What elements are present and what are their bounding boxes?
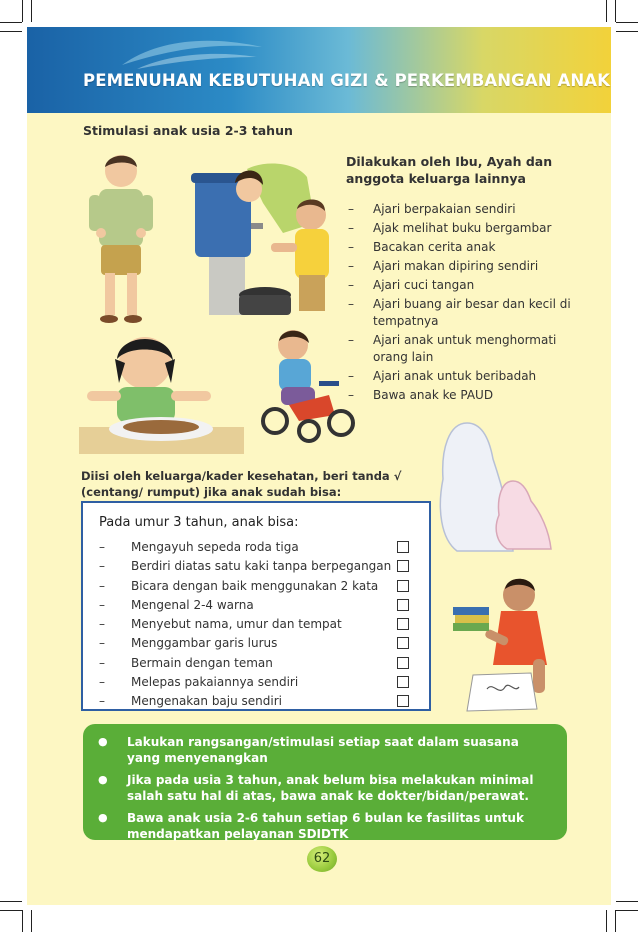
checkbox[interactable]	[397, 676, 409, 688]
checklist-item-label: Mengayuh sepeda roda tiga	[131, 540, 299, 554]
checkbox[interactable]	[397, 599, 409, 611]
tips-box	[83, 724, 567, 840]
page-number: 62	[307, 846, 337, 872]
checklist-item	[95, 616, 415, 635]
crop-mark	[616, 910, 638, 911]
checkbox[interactable]	[397, 618, 409, 630]
crop-mark	[615, 910, 616, 932]
checklist-item	[95, 539, 415, 558]
checklist-item-label: Mengenal 2-4 warna	[131, 597, 254, 612]
bullet-dash: –	[99, 655, 105, 670]
list-item: – Ajari anak untuk menghormati orang lain	[346, 332, 576, 366]
list-item: – Ajari berpakaian sendiri	[346, 201, 576, 218]
crop-mark	[606, 910, 607, 932]
checkbox[interactable]	[397, 637, 409, 649]
praying-figures-illustration	[427, 419, 557, 559]
checklist-item	[95, 655, 415, 674]
checklist-item-label: Menyebut nama, umur dan tempat	[131, 617, 342, 632]
bullet-dash: –	[99, 559, 105, 574]
crop-mark	[616, 31, 638, 32]
list-item: – Ajari cuci tangan	[346, 277, 576, 294]
crop-mark	[616, 901, 638, 902]
list-item: – Ajak melihat buku bergambar	[346, 220, 576, 237]
page-title: PEMENUHAN KEBUTUHAN GIZI & PERKEMBANGAN ANAK	[83, 71, 610, 90]
list-item: – Bacakan cerita anak	[346, 239, 576, 256]
tricycle-illustration	[259, 325, 354, 445]
crop-mark	[31, 910, 32, 932]
activities-list	[346, 201, 576, 406]
handwashing-illustration	[187, 163, 347, 323]
list-item: – Ajari buang air besar dan kecil di tempatnya	[346, 296, 576, 330]
checklist-item-label: Bicara dengan baik menggunakan 2 kata	[131, 578, 379, 593]
girl-eating-illustration	[79, 329, 244, 454]
bullet-dash: –	[99, 675, 105, 690]
header-banner	[27, 27, 611, 113]
section-subtitle: Stimulasi anak usia 2-3 tahun	[83, 123, 293, 138]
checkbox[interactable]	[397, 695, 409, 707]
tip-item: ● Jika pada usia 3 tahun, anak belum bisa melakukan minimal salah satu hal di atas, bawa anak ke dokter/bidan/perawat.	[83, 772, 555, 804]
page	[27, 27, 611, 905]
bullet-dash: –	[99, 617, 105, 632]
crop-mark	[616, 22, 638, 23]
crop-mark	[615, 0, 616, 22]
checklist-item	[95, 597, 415, 616]
tip-item: ● Bawa anak usia 2-6 tahun setiap 6 bulan ke fasilitas untuk mendapatkan pelayanan SDIDTK	[83, 810, 555, 842]
crop-mark	[0, 901, 22, 902]
checklist-item-label: Berdiri diatas satu kaki tanpa berpegangan	[131, 559, 392, 574]
tip-item: ● Lakukan rangsangan/stimulasi setiap saat dalam suasana yang menyenangkan	[83, 734, 555, 766]
crop-mark	[31, 0, 32, 22]
checklist-title: Pada umur 3 tahun, anak bisa:	[99, 515, 299, 530]
checklist-item	[95, 693, 415, 712]
crop-mark	[0, 31, 22, 32]
checklist-item-label: Mengenakan baju sendiri	[131, 694, 282, 709]
crop-mark	[22, 910, 23, 932]
checklist-item	[95, 578, 415, 597]
checkbox[interactable]	[397, 560, 409, 572]
crop-mark	[0, 910, 22, 911]
checkbox[interactable]	[397, 541, 409, 553]
crop-mark	[0, 22, 22, 23]
bullet-dash: –	[99, 597, 105, 612]
boy-dressing-illustration	[79, 149, 164, 329]
checklist-item-label: Menggambar garis lurus	[131, 636, 278, 651]
bullet-dash: –	[99, 540, 105, 554]
tips-list	[83, 724, 567, 842]
checklist	[95, 539, 415, 713]
checklist-item	[95, 674, 415, 693]
checklist-item-label: Bermain dengan teman	[131, 655, 273, 670]
child-drawing-illustration	[453, 573, 558, 713]
checklist-item	[95, 635, 415, 654]
checkbox[interactable]	[397, 580, 409, 592]
activities-title: Dilakukan oleh Ibu, Ayah dan anggota keluarga lainnya	[346, 154, 553, 186]
crop-mark	[22, 0, 23, 22]
list-item: – Ajari anak untuk beribadah	[346, 368, 576, 385]
bullet-dash: –	[99, 694, 105, 709]
swoosh-logo-icon	[117, 35, 267, 75]
crop-mark	[606, 0, 607, 22]
checklist-item	[95, 558, 415, 577]
checkbox[interactable]	[397, 657, 409, 669]
list-item: – Bawa anak ke PAUD	[346, 387, 576, 404]
bullet-dash: –	[99, 636, 105, 651]
checklist-item-label: Melepas pakaiannya sendiri	[131, 675, 299, 690]
list-item: – Ajari makan dipiring sendiri	[346, 258, 576, 275]
checklist-instruction: Diisi oleh keluarga/kader kesehatan, beri tanda √ (centang/ rumput) jika anak sudah bisa:	[81, 469, 402, 499]
checklist-panel	[81, 501, 431, 711]
bullet-dash: –	[99, 578, 105, 593]
